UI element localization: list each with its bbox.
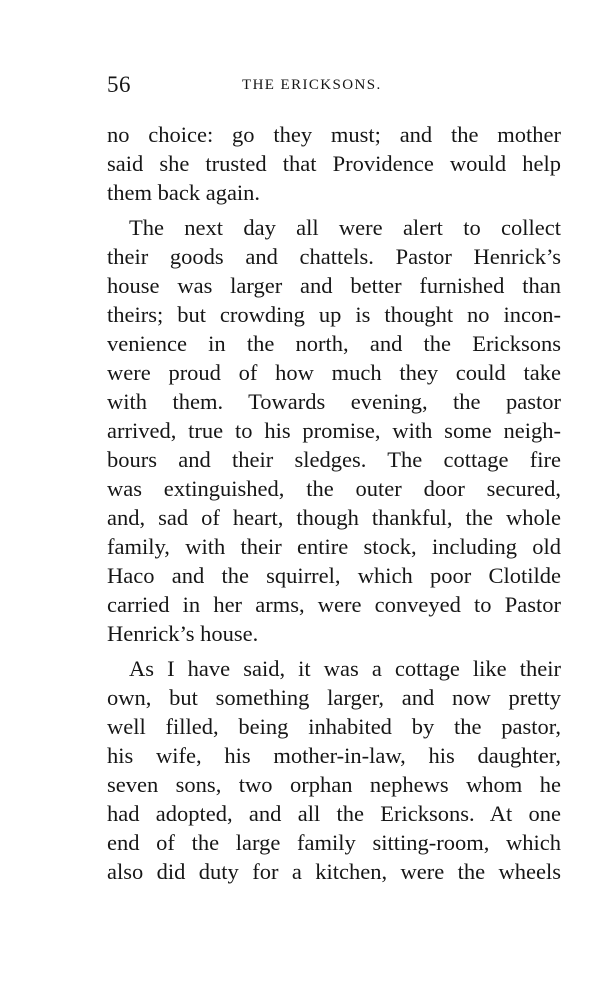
text-line: had adopted, and all the Ericksons. At one xyxy=(107,801,561,826)
paragraph xyxy=(107,213,561,648)
paragraph xyxy=(107,120,561,207)
text-line: venience in the north, and the Ericksons xyxy=(107,331,561,356)
text-line: also did duty for a kitchen, were the wheels xyxy=(107,859,561,884)
text-line: seven sons, two orphan nephews whom he xyxy=(107,772,561,797)
page-number: 56 xyxy=(107,72,131,97)
running-title: THE ERICKSONS. xyxy=(242,77,382,93)
text-line: said she trusted that Providence would help xyxy=(107,151,561,176)
text-line: bours and their sledges. The cottage fire xyxy=(107,447,561,472)
text-line: with them. Towards evening, the pastor xyxy=(107,389,561,414)
text-line: no choice: go they must; and the mother xyxy=(107,122,561,147)
text-line: his wife, his mother-in-law, his daughter, xyxy=(107,743,561,768)
body-text xyxy=(107,120,561,886)
text-line: own, but something larger, and now pretty xyxy=(107,685,561,710)
text-line: carried in her arms, were conveyed to Pastor xyxy=(107,592,561,617)
text-line: their goods and chattels. Pastor Henrick’s xyxy=(107,244,561,269)
text-line: family, with their entire stock, including old xyxy=(107,534,561,559)
paragraph xyxy=(107,654,561,886)
text-line: well filled, being inhabited by the pastor, xyxy=(107,714,561,739)
text-line: them back again. xyxy=(107,180,261,205)
text-line: The next day all were alert to collect xyxy=(129,215,561,240)
text-line: was extinguished, the outer door secured, xyxy=(107,476,561,501)
text-line: arrived, true to his promise, with some neigh- xyxy=(107,418,561,443)
text-line: and, sad of heart, though thankful, the whole xyxy=(107,505,561,530)
text-line: theirs; but crowding up is thought no incon- xyxy=(107,302,561,327)
page-header xyxy=(107,72,561,102)
text-line: house was larger and better furnished than xyxy=(107,273,561,298)
text-line: were proud of how much they could take xyxy=(107,360,561,385)
text-line: end of the large family sitting-room, which xyxy=(107,830,561,855)
text-line: Haco and the squirrel, which poor Clotilde xyxy=(107,563,561,588)
text-line: As I have said, it was a cottage like their xyxy=(129,656,561,681)
text-line: Henrick’s house. xyxy=(107,621,259,646)
